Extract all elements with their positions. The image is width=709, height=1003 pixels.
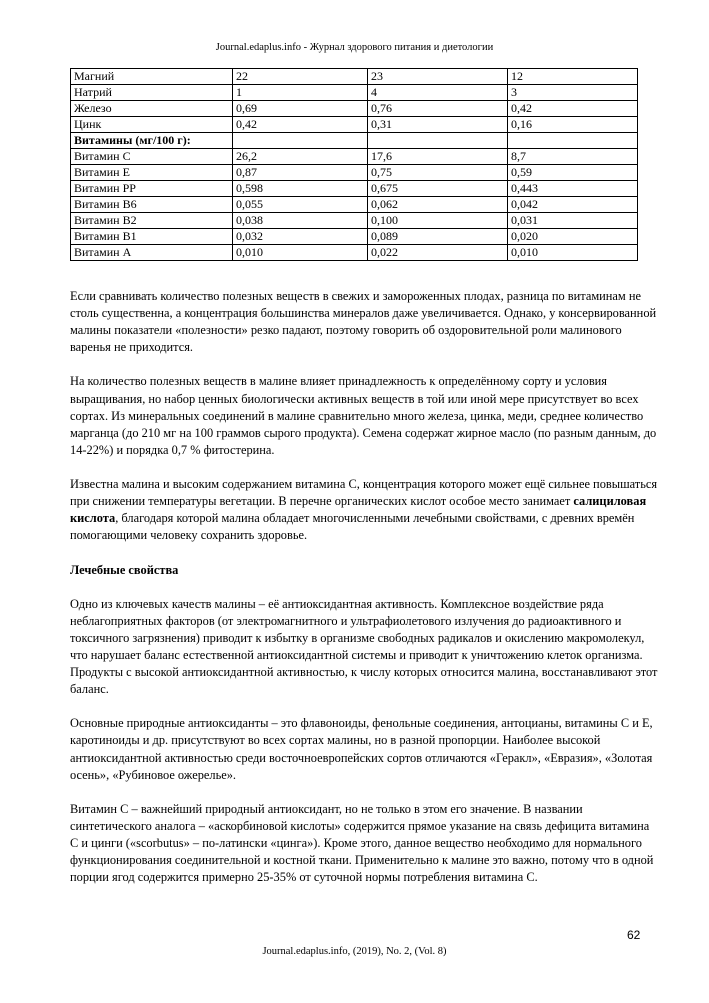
article-body: [70, 288, 660, 903]
table-cell-value: 0,59: [508, 165, 638, 181]
table-cell-nutrient: Железо: [71, 101, 233, 117]
table-cell-value: [233, 133, 368, 149]
table-cell-nutrient: Витамин А: [71, 245, 233, 261]
table-cell-nutrient: Витамин Е: [71, 165, 233, 181]
table-cell-value: 0,010: [233, 245, 368, 261]
section-heading-healing-properties: Лечебные свойства: [70, 562, 179, 577]
table-cell-value: 0,42: [508, 101, 638, 117]
table-cell-value: 26,2: [233, 149, 368, 165]
table-cell-value: 0,020: [508, 229, 638, 245]
table-cell-value: 0,76: [368, 101, 508, 117]
table-cell-nutrient: Магний: [71, 69, 233, 85]
table-cell-value: 0,031: [508, 213, 638, 229]
table-cell-value: 0,055: [233, 197, 368, 213]
paragraph-natural-antioxidants: Основные природные антиоксиданты – это флавоноиды, фенольные соединения, антоцианы, витамины С и Е, каротиноиды и др. присутствуют во всех сортах малины, но в разной пропорции. Наиболее высокой антиоксидантной активностью среди восточноевропейских сортов отличаются «Геракл», «Евразия», «Золотая осень», «Рубиновое ожерелье».: [70, 716, 653, 782]
table-cell-nutrient: Натрий: [71, 85, 233, 101]
table-row: [71, 245, 638, 261]
table-row: [71, 149, 638, 165]
table-cell-nutrient: Цинк: [71, 117, 233, 133]
table-cell-nutrient: Витамин В2: [71, 213, 233, 229]
table-cell-value: 0,010: [508, 245, 638, 261]
paragraph-varieties: На количество полезных веществ в малине влияет принадлежность к определённому сорту и условия выращивания, но набор ценных биологически активных веществ в той или иной мере присутствует во всех сортах. Из минеральных соединений в малине сравнительно много железа, цинка, меди, среднее количество марганца (до 210 мг на 100 граммов сырого продукта). Семена содержат жирное масло (по разным данным, до 14-22%) и порядка 0,7 % фитостерина.: [70, 374, 657, 457]
table-cell-value: 0,038: [233, 213, 368, 229]
table-cell-value: 1: [233, 85, 368, 101]
table-cell-value: 0,598: [233, 181, 368, 197]
page-header: Journal.edaplus.info - Журнал здорового питания и диетологии: [215, 42, 494, 53]
table-row: [71, 101, 638, 117]
table-cell-value: 0,31: [368, 117, 508, 133]
table-row: [71, 181, 638, 197]
table-cell-value: 0,032: [233, 229, 368, 245]
table-cell-nutrient: Витамин РР: [71, 181, 233, 197]
page-footer: Journal.edaplus.info, (2019), No. 2, (Vol. 8): [262, 946, 447, 957]
table-cell-nutrient: Витамин В6: [71, 197, 233, 213]
table-cell-value: 0,69: [233, 101, 368, 117]
table-cell-value: 0,089: [368, 229, 508, 245]
paragraph-antioxidant-activity: Одно из ключевых качеств малины – её антиоксидантная активность. Комплексное воздействие ряда неблагоприятных факторов (от электромагнитного и ультрафиолетового излучения до радиоактивного и токсичного загрязнения) приводит к избытку в организме свободных радикалов и окислению макромолекул, что нарушает баланс естественной антиоксидантной системы и приводит к уничтожению клеток организма. Продукты с высокой антиоксидантной активностью, к числу которых относится малина, восстанавливают этот баланс.: [70, 596, 658, 697]
table-row: [71, 133, 638, 149]
table-cell-value: 0,100: [368, 213, 508, 229]
table-cell-value: 0,16: [508, 117, 638, 133]
paragraph-fresh-vs-frozen: Если сравнивать количество полезных веществ в свежих и замороженных плодах, разница по витаминам не столь существенна, а концентрация большинства минералов даже увеличивается. Однако, у консервированной малины показатели «полезности» резко падают, поэтому говорить об оздоровительной роли малинового варенья не приходится.: [70, 289, 657, 355]
table-cell-value: 17,6: [368, 149, 508, 165]
table-cell-value: 12: [508, 69, 638, 85]
table-cell-nutrient: Витамин В1: [71, 229, 233, 245]
table-cell-value: [368, 133, 508, 149]
bold-term-salicylic-acid: салициловая кислота: [70, 494, 647, 526]
table-row: [71, 69, 638, 85]
table-cell-value: 8,7: [508, 149, 638, 165]
table-cell-value: 0,042: [508, 197, 638, 213]
table-cell-value: 0,675: [368, 181, 508, 197]
table-cell-value: 23: [368, 69, 508, 85]
table-row: [71, 85, 638, 101]
paragraph-vitamin-c-importance: Витамин С – важнейший природный антиоксидант, но не только в этом его значение. В названии синтетического аналога – «аскорбиновой кислоты» содержится прямое указание на связь дефицита витамина С и цинги («scorbutus» – по-латински «цинга»). Кроме этого, данное вещество необходимо для нормального функционирования соединительной и костной ткани. Применительно к малине это важно, потому что в одной порции ягод содержится примерно 25-35% от суточной нормы потребления витамина С.: [70, 801, 654, 885]
table-cell-value: 0,87: [233, 165, 368, 181]
page-number: 62: [627, 928, 641, 942]
table-cell-value: 0,022: [368, 245, 508, 261]
table-row: [71, 197, 638, 213]
table-cell-nutrient: Витамин С: [71, 149, 233, 165]
table-cell-value: 0,75: [368, 165, 508, 181]
table-row: [71, 213, 638, 229]
table-cell-value: 0,443: [508, 181, 638, 197]
table-cell-value: 0,42: [233, 117, 368, 133]
table-cell-nutrient: Витамины (мг/100 г):: [71, 133, 233, 149]
table-cell-value: 3: [508, 85, 638, 101]
paragraph-text: , благодаря которой малина обладает многочисленными лечебными свойствами, с древних времён помогающими человеку сохранить здоровье.: [70, 511, 635, 543]
table-cell-value: 22: [233, 69, 368, 85]
table-row: [71, 229, 638, 245]
nutrient-table-body: [71, 69, 638, 261]
table-cell-value: [508, 133, 638, 149]
table-row: [71, 117, 638, 133]
paragraph-vitamin-c-salicylic: [70, 476, 660, 544]
table-row: [71, 165, 638, 181]
table-cell-value: 4: [368, 85, 508, 101]
table-cell-value: 0,062: [368, 197, 508, 213]
paragraph-text: Известна малина и высоким содержанием витамина С, концентрация которого может ещё сильнее повышаться при снижении температуры вегетации. В перечне органических кислот особое место занимает: [70, 477, 658, 509]
nutrient-table: [70, 68, 638, 261]
